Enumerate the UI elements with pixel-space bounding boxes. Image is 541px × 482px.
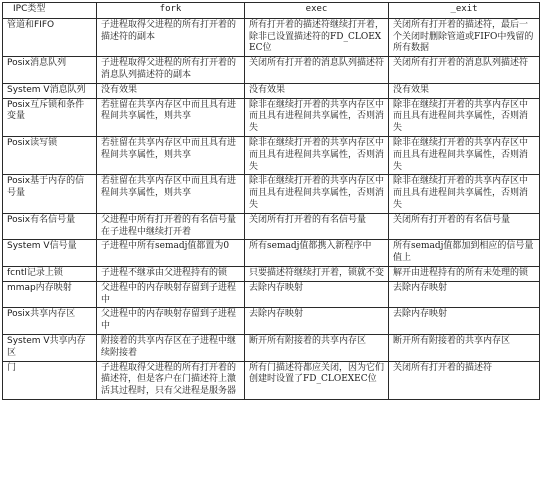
cell-fork: 父进程中的内存映射存留到子进程中 [97, 308, 245, 335]
cell-exec: 只要描述符继续打开着，锁就不变 [245, 266, 389, 281]
table-row [3, 98, 540, 136]
cell-fork: 没有效果 [97, 83, 245, 98]
cell-exec: 去除内存映射 [245, 281, 389, 308]
table-row [3, 308, 540, 335]
cell-exec: 去除内存映射 [245, 308, 389, 335]
cell-ipc-type: Posix有名信号量 [3, 213, 97, 240]
cell-fork: 子进程中所有semadj值都置为0 [97, 240, 245, 267]
cell-ipc-type: Posix读写锁 [3, 136, 97, 174]
ipc-inheritance-table [2, 2, 540, 400]
cell-exit: 去除内存映射 [389, 308, 540, 335]
cell-exit: 关闭所有打开着的描述符，最后一个关闭时删除管道或FIFO中残留的所有数据 [389, 18, 540, 56]
cell-ipc-type: System V消息队列 [3, 83, 97, 98]
cell-exec: 关闭所有打开着的有名信号量 [245, 213, 389, 240]
cell-exec: 除非在继续打开着的共享内存区中而且具有进程间共享属性，否则消失 [245, 98, 389, 136]
table-row [3, 213, 540, 240]
cell-ipc-type: System V共享内存区 [3, 334, 97, 361]
cell-exit: 断开所有附接着的共享内存区 [389, 334, 540, 361]
cell-fork: 父进程中所有打开着的有名信号量在子进程中继续打开着 [97, 213, 245, 240]
cell-exit: 关闭所有打开着的消息队列描述符 [389, 57, 540, 84]
cell-exit: 除非在继续打开着的共享内存区中而且具有进程间共享属性，否则消失 [389, 175, 540, 213]
cell-ipc-type: Posix基于内存的信号量 [3, 175, 97, 213]
cell-exit: 没有效果 [389, 83, 540, 98]
cell-fork: 父进程中的内存映射存留到子进程中 [97, 281, 245, 308]
cell-fork: 若驻留在共享内存区中而且具有进程间共享属性，则共享 [97, 175, 245, 213]
cell-fork: 若驻留在共享内存区中而且具有进程间共享属性，则共享 [97, 98, 245, 136]
cell-fork: 子进程不继承由父进程持有的锁 [97, 266, 245, 281]
cell-ipc-type: 管道和FIFO [3, 18, 97, 56]
table-row [3, 83, 540, 98]
cell-ipc-type: System V信号量 [3, 240, 97, 267]
table-row [3, 57, 540, 84]
cell-fork: 附接着的共享内存区在子进程中继续附接着 [97, 334, 245, 361]
cell-fork: 子进程取得父进程的所有打开着的消息队列描述符的副本 [97, 57, 245, 84]
table-row [3, 361, 540, 399]
header-exit: _exit [389, 3, 540, 19]
header-exec: exec [245, 3, 389, 19]
header-row [3, 3, 540, 19]
cell-exec: 所有门描述符都应关闭，因为它们创建时设置了FD_CLOEXEC位 [245, 361, 389, 399]
cell-fork: 子进程取得父进程的所有打开着的描述符，但是客户在门描述符上激活其过程时，只有父进程是服务器 [97, 361, 245, 399]
cell-exit: 所有semadj值都加到相应的信号量值上 [389, 240, 540, 267]
table-row [3, 136, 540, 174]
cell-exec: 关闭所有打开着的消息队列描述符 [245, 57, 389, 84]
table-row [3, 175, 540, 213]
cell-exec: 所有打开着的描述符继续打开着，除非已设置描述符的FD_CLOEXEC位 [245, 18, 389, 56]
table-row [3, 18, 540, 56]
cell-exec: 断开所有附接着的共享内存区 [245, 334, 389, 361]
table-row [3, 240, 540, 267]
cell-exec: 所有semadj值都携入新程序中 [245, 240, 389, 267]
header-ipc-type: IPC类型 [3, 3, 97, 19]
table-row [3, 281, 540, 308]
cell-exit: 除非在继续打开着的共享内存区中而且具有进程间共享属性，否则消失 [389, 98, 540, 136]
cell-exec: 没有效果 [245, 83, 389, 98]
header-fork: fork [97, 3, 245, 19]
cell-fork: 子进程取得父进程的所有打开着的描述符的副本 [97, 18, 245, 56]
cell-ipc-type: fcntl记录上锁 [3, 266, 97, 281]
cell-exit: 去除内存映射 [389, 281, 540, 308]
cell-exit: 关闭所有打开着的描述符 [389, 361, 540, 399]
cell-ipc-type: Posix消息队列 [3, 57, 97, 84]
ipc-inheritance-table-page [2, 2, 539, 400]
cell-exit: 关闭所有打开着的有名信号量 [389, 213, 540, 240]
cell-fork: 若驻留在共享内存区中而且具有进程间共享属性，则共享 [97, 136, 245, 174]
cell-ipc-type: 门 [3, 361, 97, 399]
cell-exit: 解开由进程持有的所有未处理的锁 [389, 266, 540, 281]
cell-exit: 除非在继续打开着的共享内存区中而且具有进程间共享属性，否则消失 [389, 136, 540, 174]
cell-ipc-type: mmap内存映射 [3, 281, 97, 308]
cell-exec: 除非在继续打开着的共享内存区中而且具有进程间共享属性，否则消失 [245, 175, 389, 213]
cell-exec: 除非在继续打开着的共享内存区中而且具有进程间共享属性，否则消失 [245, 136, 389, 174]
cell-ipc-type: Posix共享内存区 [3, 308, 97, 335]
cell-ipc-type: Posix互斥锁和条件变量 [3, 98, 97, 136]
table-row [3, 334, 540, 361]
table-row [3, 266, 540, 281]
